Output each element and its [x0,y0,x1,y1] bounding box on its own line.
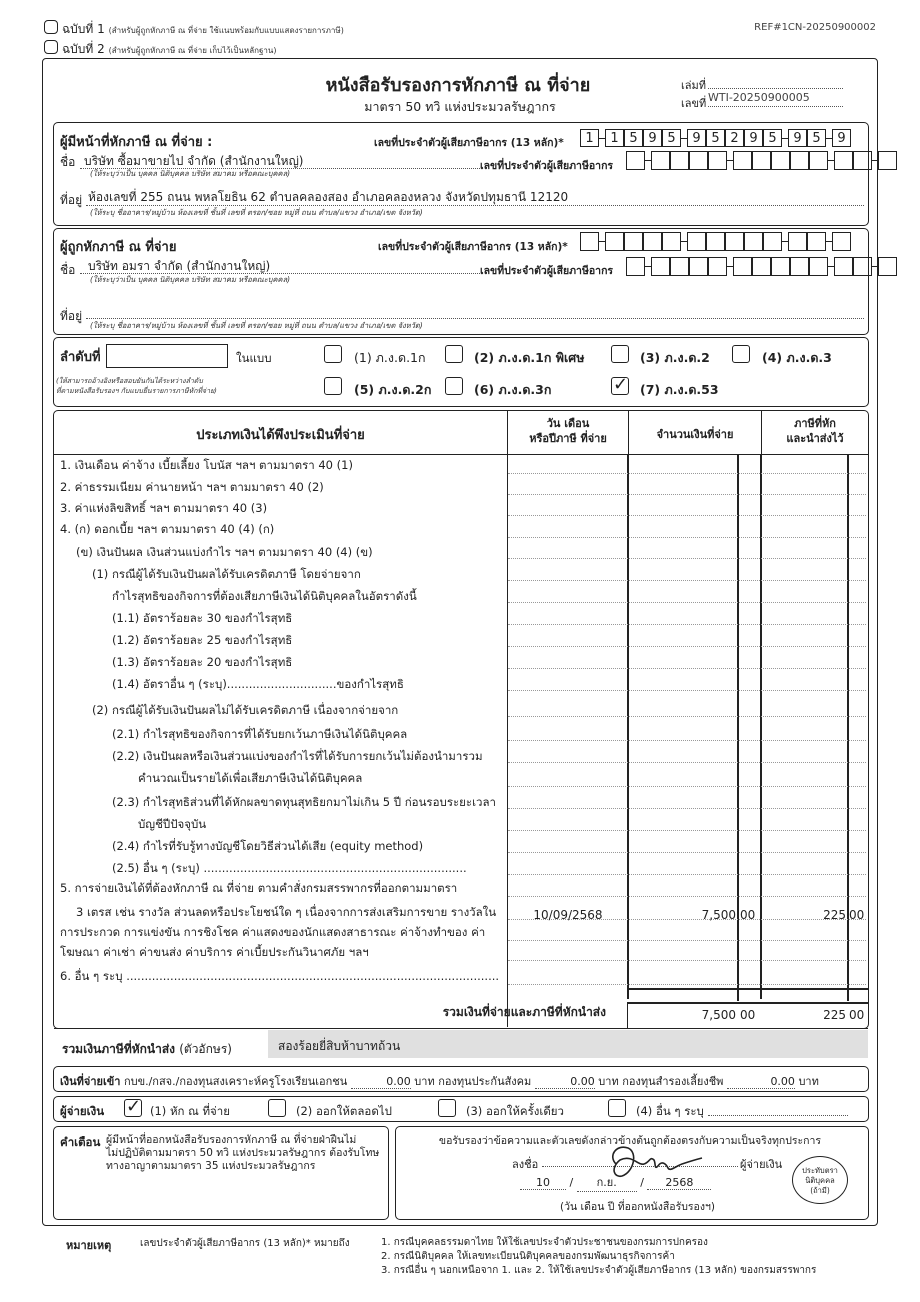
row5-tax-decimal[interactable]: 00 [849,908,865,922]
income-row-label: (2.1) กำไรสุทธิของกิจการที่ได้รับยกเว้นภาษีเงินได้นิติบุคคล [112,727,408,741]
payer-type-once-label: (3) ออกให้ครั้งเดียว [466,1104,564,1118]
total-box-left [627,1002,628,1029]
payer-address-line [86,205,864,206]
payee-taxid-digit[interactable] [580,232,599,251]
order-label: ลำดับที่ [60,350,101,365]
funds-gpf-baht: บาท [414,1075,435,1088]
payer-address[interactable]: ห้องเลขที่ 255 ถนน พหลโยธิน 62 ตำบลคลองสอง อำเภอคลองหลวง จังหวัดปทุมธานี 12120 [88,190,569,204]
payer-taxid-boxes[interactable] [580,129,851,147]
header-date-2: หรือปีภาษี ที่จ่าย [529,432,607,445]
total-amount-decimal[interactable]: 00 [740,1008,756,1022]
payee-name-label: ชื่อ [60,263,76,277]
payee-taxid2-digit[interactable] [689,257,708,276]
payer-taxid-label: เลขที่ประจำตัวผู้เสียภาษีอากร (13 หลัก)* [374,137,564,149]
income-row-label: 5. การจ่ายเงินได้ที่ต้องหักภาษี ณ ที่จ่าย ตามคำสั่งกรมสรรพากรที่ออกตามมาตรา [60,881,458,895]
row-dotted-line [508,716,866,717]
row-dotted-line [508,668,866,669]
form-subtitle: มาตรา 50 ทวิ แห่งประมวลรัษฎากร [364,99,556,114]
form-pnd3k-checkbox[interactable] [445,377,463,395]
warning-text: ผู้มีหน้าที่ออกหนังสือรับรองการหักภาษี ณ ที่จ่ายฝ่าฝืนไม่ ไม่ปฏิบัติตามมาตรา 50 ทวิ แห่งประมวลรัษฎากร ต้องรับโทษ ทางอาญาตามมาตรา 35 แห่งประมวลรัษฎากร [106,1134,380,1172]
income-row-label: (2.3) กำไรสุทธิส่วนที่ได้หักผลขาดทุนสุทธิยกมาไม่เกิน 5 ปี ก่อนรอบระยะเวลา [112,795,496,809]
payer-taxid-digit[interactable]: 1 [580,129,599,147]
payer-type-once-checkbox[interactable] [438,1099,456,1117]
payer-type-other-field[interactable] [708,1115,848,1116]
words-value[interactable]: สองร้อยยี่สิบห้าบาทถ้วน [278,1039,401,1053]
payer-address-hint: (ให้ระบุ ชื่ออาคาร/หมู่บ้าน ห้องเลขที่ ชั้นที่ เลขที่ ตรอก/ซอย หมู่ที่ ถนน ตำบล/แขวง อำเภอ/เขต จังหวัด) [90,208,423,217]
number-value[interactable]: WTI-20250900005 [708,91,810,104]
form-pnd2k-label: (5) ภ.ง.ด.2ก [354,382,432,397]
row-dotted-line [508,558,866,559]
payee-taxid2-digit[interactable] [626,257,645,276]
funds-pvd-label: กองทุนสำรองเลี้ยงชีพ [622,1075,724,1088]
form-pnd53-checkbox[interactable] [611,377,629,395]
income-row-label: 1. เงินเดือน ค่าจ้าง เบี้ยเลี้ยง โบนัส ฯลฯ ตามมาตรา 40 (1) [60,458,353,472]
payer-taxid-digit[interactable]: 9 [687,129,706,147]
issue-day[interactable]: 10 [520,1176,566,1190]
income-row-label: โฆษณา ค่าเช่า ค่าขนส่ง ค่าบริการ ค่าเบี้ยประกันวินาศภัย ฯลฯ [60,945,369,959]
income-row-label: (1.2) อัตราร้อยละ 25 ของกำไรสุทธิ [112,633,293,647]
income-row-label: 3 เตรส เช่น รางวัล ส่วนลดหรือประโยชน์ใด ๆ เนื่องจากการส่งเสริมการขาย รางวัลใน [76,905,497,919]
payer-taxid2-digit[interactable] [853,151,872,170]
number-label: เลขที่ [681,97,707,110]
payer-taxid-digit[interactable]: 9 [744,129,763,147]
copy1-label: ฉบับที่ 1 (สำหรับผู้ถูกหักภาษี ณ ที่จ่าย ใช้แนบพร้อมกับแบบแสดงรายการภาษี) [62,22,344,36]
warning-label: คำเตือน [60,1135,101,1149]
funds-gpf-value[interactable]: 0.00 [351,1075,411,1089]
row5-amount[interactable]: 7,500 [701,908,736,922]
row-dotted-line [508,852,866,853]
payer-taxid2-digit[interactable] [670,151,689,170]
income-row-label: บัญชีปีปัจจุบัน [138,817,207,831]
header-date-1: วัน เดือน [546,417,590,430]
form-pnd3k-label: (6) ภ.ง.ด.3ก [474,382,552,397]
number-line [708,106,843,107]
row-dotted-line [508,537,866,538]
payee-name[interactable]: บริษัท อมรา จำกัด (สำนักงานใหญ่) [88,259,271,273]
payee-taxid2-boxes[interactable] [626,257,897,276]
payer-taxid2-digit[interactable] [809,151,828,170]
income-row-label: (1.4) อัตราอื่น ๆ (ระบุ)..............................ของกำไรสุทธิ [112,677,404,691]
row-dotted-line [508,473,866,474]
payee-taxid-digit[interactable] [788,232,807,251]
row-dotted-line [508,808,866,809]
funds-sso-label: กองทุนประกันสังคม [438,1075,532,1088]
row-dotted-line [508,624,866,625]
form-pnd1k-special-checkbox[interactable] [445,345,463,363]
payer-address-label: ที่อยู่ [60,193,83,207]
income-row-label: (2.4) กำไรที่รับรู้ทางบัญชีโดยวิธีส่วนได้เสีย (equity method) [112,839,424,853]
col-divider-date [507,411,508,1027]
payer-name[interactable]: บริษัท ซื้อมาขายไป จำกัด (สำนักงานใหญ่) [84,154,304,168]
row5-date[interactable]: 10/09/2568 [533,908,603,922]
row-dotted-line [508,494,866,495]
payee-taxid-digit[interactable] [605,232,624,251]
payer-taxid-digit[interactable]: 5 [807,129,826,147]
payee-taxid-digit[interactable] [706,232,725,251]
row5-tax[interactable]: 225 [823,908,846,922]
total-tax[interactable]: 225 [823,1008,846,1022]
book-label: เล่มที่ [681,79,707,92]
funds-pvd-value[interactable]: 0.00 [727,1075,795,1089]
form-pnd1k-label: (1) ภ.ง.ด.1ก [354,350,426,365]
payer-type-label: ผู้จ่ายเงิน [60,1104,105,1118]
notes-lead: เลขประจำตัวผู้เสียภาษีอากร (13 หลัก)* หมายถึง [140,1238,350,1249]
payer-type-other-label: (4) อื่น ๆ ระบุ [636,1104,704,1118]
payee-heading: ผู้ถูกหักภาษี ณ ที่จ่าย [60,240,177,255]
income-row-label: (2.2) เงินปันผลหรือเงินส่วนแบ่งของกำไรที่ได้รับการยกเว้นไม่ต้องนำมารวม [112,749,483,763]
certify-text: ขอรับรองว่าข้อความและตัวเลขดังกล่าวข้างต้นถูกต้องตรงกับความเป็นจริงทุกประการ [438,1135,822,1147]
total-label: รวมเงินที่จ่ายและภาษีที่หักนำส่ง [442,1005,606,1019]
row-dotted-line [508,762,866,763]
payer-name-hint: (ให้ระบุว่าเป็น บุคคล นิติบุคคล บริษัท สมาคม หรือคณะบุคคล) [90,169,291,178]
income-row-label: กำไรสุทธิของกิจการที่ต้องเสียภาษีเงินได้นิติบุคคลในอัตราดังนี้ [112,589,417,603]
funds-label: เงินที่จ่ายเข้า [60,1075,121,1088]
payee-taxid2-digit[interactable] [790,257,809,276]
income-row-label: (1.1) อัตราร้อยละ 30 ของกำไรสุทธิ [112,611,293,625]
form-pnd2-label: (3) ภ.ง.ด.2 [640,350,710,365]
payer-taxid-digit[interactable]: 2 [725,129,744,147]
payer-type-other-checkbox[interactable] [608,1099,626,1117]
form-pnd2k-checkbox[interactable] [324,377,342,395]
total-tax-decimal[interactable]: 00 [849,1008,865,1022]
payer-taxid2-digit[interactable] [708,151,727,170]
row-dotted-line [508,940,866,941]
income-row-label: (1) กรณีผู้ได้รับเงินปันผลได้รับเครดิตภาษี โดยจ่ายจาก [92,567,361,581]
payer-type-always-label: (2) ออกให้ตลอดไป [296,1104,392,1118]
payee-taxid2-digit[interactable] [834,257,853,276]
payer-taxid2-label: เลขที่ประจำตัวผู้เสียภาษีอากร [480,160,614,172]
header-amount: จำนวนเงินที่จ่าย [656,428,734,441]
row-dotted-line [508,874,866,875]
form-pnd3-checkbox[interactable] [732,345,750,363]
payer-taxid2-digit[interactable] [689,151,708,170]
header-income-type: ประเภทเงินได้พึงประเมินที่จ่าย [196,428,365,443]
table-header-divider [54,454,868,455]
payee-taxid-label: เลขที่ประจำตัวผู้เสียภาษีอากร (13 หลัก)* [378,241,568,253]
company-stamp-area: ประทับตรา นิติบุคคล (ถ้ามี) [792,1156,848,1204]
row-dotted-line [508,960,866,961]
header-tax-1: ภาษีที่หัก [794,417,836,430]
payee-taxid-digit[interactable] [624,232,643,251]
order-hint-2: ที่ตามหนังสือรับรองฯ กับแบบยื่นรายการภาษีหักที่จ่าย) [56,387,217,395]
form-pnd1k-special-label: (2) ภ.ง.ด.1ก พิเศษ [474,350,585,365]
payer-sign-label: ผู้จ่ายเงิน [740,1158,783,1171]
total-box-top [627,1002,868,1004]
order-hint-1: (ให้สามารถอ้างอิงหรือสอบยันกันได้ระหว่างลำดับ [56,377,203,385]
funds-sso-baht: บาท [598,1075,619,1088]
funds-gpf-label: กบข./กสจ./กองทุนสงเคราะห์ครูโรงเรียนเอกชน [123,1075,348,1088]
payer-taxid2-digit[interactable] [834,151,853,170]
words-label: รวมเงินภาษีที่หักนำส่ง (ตัวอักษร) [62,1042,232,1056]
payer-type-withhold-checkbox[interactable] [124,1099,142,1117]
payee-taxid2-digit[interactable] [670,257,689,276]
payee-taxid2-digit[interactable] [878,257,897,276]
payee-taxid-digit[interactable] [662,232,681,251]
copy1-checkbox[interactable] [44,20,58,34]
sign-label: ลงชื่อ [512,1158,539,1171]
issue-month[interactable]: ก.ย. [577,1173,637,1192]
payer-heading: ผู้มีหน้าที่หักภาษี ณ ที่จ่าย : [60,135,213,150]
income-row-label: (ข) เงินปันผล เงินส่วนแบ่งกำไร ฯลฯ ตามมาตรา 40 (4) (ข) [76,545,373,559]
payer-taxid-digit[interactable]: 9 [832,129,851,147]
row-dotted-line [508,740,866,741]
payee-taxid-digit[interactable] [744,232,763,251]
notes-list: 1. กรณีบุคคลธรรมดาไทย ให้ใช้เลขประจำตัวประชาชนของกรมการปกครอง 2. กรณีนิติบุคคล ให้เลขทะเบียนนิติบุคคลของกรมพัฒนาธุรกิจการค้า 3. กรณีอื่น ๆ นอกเหนือจาก 1. และ 2. ให้ใช้เลขประจำตัวผู้เสียภาษีอากร (13 หลัก) ของกรมสรรพากร [381,1237,817,1276]
income-row-label: การประกวด การแข่งขัน การชิงโชค ค่าแสดงของนักแสดงสาธารณะ ค่าจ้างทำของ ค่า [60,925,486,939]
issue-date[interactable]: 10 / ก.ย. / 2568 [520,1173,711,1192]
form-pnd2-checkbox[interactable] [611,345,629,363]
payee-taxid2-digit[interactable] [853,257,872,276]
payer-taxid2-digit[interactable] [790,151,809,170]
income-row-label: 4. (ก) ดอกเบี้ย ฯลฯ ตามมาตรา 40 (4) (ก) [60,522,275,536]
in-form-label: ในแบบ [236,351,272,365]
payer-taxid2-digit[interactable] [733,151,752,170]
payee-taxid2-digit[interactable] [651,257,670,276]
payer-taxid2-digit[interactable] [878,151,897,170]
income-row-label: 2. ค่าธรรมเนียม ค่านายหน้า ฯลฯ ตามมาตรา 40 (2) [60,480,324,494]
payee-taxid2-label: เลขที่ประจำตัวผู้เสียภาษีอากร [480,265,614,277]
copy2-checkbox[interactable] [44,40,58,54]
issue-year[interactable]: 2568 [647,1176,711,1190]
funds-row [60,1072,819,1090]
payer-taxid2-digit[interactable] [626,151,645,170]
notes-label: หมายเหตุ [66,1239,112,1252]
payer-taxid-digit[interactable]: 5 [763,129,782,147]
row-dotted-line [508,896,866,897]
payee-taxid-digit[interactable] [832,232,851,251]
form-pnd1k-checkbox[interactable] [324,345,342,363]
income-row-label: (1.3) อัตราร้อยละ 20 ของกำไรสุทธิ [112,655,293,669]
payee-taxid2-digit[interactable] [771,257,790,276]
payee-address-hint: (ให้ระบุ ชื่ออาคาร/หมู่บ้าน ห้องเลขที่ ชั้นที่ เลขที่ ตรอก/ซอย หมู่ที่ ถนน ตำบล/แขวง อำเภอ/เขต จังหวัด) [90,321,423,330]
payee-taxid2-digit[interactable] [733,257,752,276]
payee-taxid-digit[interactable] [687,232,706,251]
payer-taxid2-digit[interactable] [771,151,790,170]
row-dotted-line [508,830,866,831]
header-tax-2: และนำส่งไว้ [786,432,844,445]
income-row-label: คำนวณเป็นรายได้เพื่อเสียภาษีเงินได้นิติบุคคล [138,771,363,785]
payer-taxid-digit[interactable]: 1 [605,129,624,147]
payer-type-always-checkbox[interactable] [268,1099,286,1117]
income-row-label: 6. อื่น ๆ ระบุ ...................................................................................................... [60,969,500,983]
payer-taxid-digit[interactable]: 9 [643,129,662,147]
payer-taxid2-digit[interactable] [752,151,771,170]
reference-number: REF#1CN-20250900002 [754,22,876,33]
income-row-label: (2) กรณีผู้ได้รับเงินปันผลไม่ได้รับเครดิตภาษี เนื่องจากจ่ายจาก [92,703,399,717]
payee-taxid-boxes[interactable] [580,232,851,251]
payer-taxid-digit[interactable]: 9 [788,129,807,147]
funds-sso-value[interactable]: 0.00 [535,1075,595,1089]
payer-taxid-digit[interactable]: 5 [706,129,725,147]
payer-taxid2-boxes[interactable] [626,151,897,170]
payer-taxid2-digit[interactable] [651,151,670,170]
payee-taxid-digit[interactable] [643,232,662,251]
total-top-line [627,988,868,990]
row-dotted-line [508,580,866,581]
payee-taxid-digit[interactable] [725,232,744,251]
payee-taxid-digit[interactable] [807,232,826,251]
order-input[interactable] [106,344,228,368]
payee-taxid2-digit[interactable] [708,257,727,276]
date-caption: (วัน เดือน ปี ที่ออกหนังสือรับรองฯ) [560,1201,715,1213]
row-dotted-line [508,984,866,985]
payer-taxid-digit[interactable]: 5 [624,129,643,147]
payee-name-hint: (ให้ระบุว่าเป็น บุคคล นิติบุคคล บริษัท สมาคม หรือคณะบุคคล) [90,275,291,284]
book-field[interactable] [708,88,843,89]
row-dotted-line [508,515,866,516]
funds-pvd-baht: บาท [798,1075,819,1088]
form-title: หนังสือรับรองการหักภาษี ณ ที่จ่าย [325,75,591,96]
row-dotted-line [508,646,866,647]
words-divider [54,1028,868,1029]
payer-name-label: ชื่อ [60,155,76,169]
payee-address-label: ที่อยู่ [60,309,83,323]
copy2-label: ฉบับที่ 2 (สำหรับผู้ถูกหักภาษี ณ ที่จ่าย เก็บไว้เป็นหลักฐาน) [62,42,277,56]
payee-taxid2-digit[interactable] [752,257,771,276]
payer-taxid-digit[interactable]: 5 [662,129,681,147]
total-amount[interactable]: 7,500 [701,1008,736,1022]
payee-taxid2-digit[interactable] [809,257,828,276]
row-dotted-line [508,786,866,787]
row-dotted-line [508,602,866,603]
row-dotted-line [508,690,866,691]
payee-taxid-digit[interactable] [763,232,782,251]
row5-amount-decimal[interactable]: 00 [740,908,756,922]
payee-address-field[interactable] [86,318,864,319]
payer-type-withhold-label: (1) หัก ณ ที่จ่าย [150,1104,230,1118]
income-row-label: (2.5) อื่น ๆ (ระบุ) ........................................................................ [112,861,467,875]
income-row-label: 3. ค่าแห่งลิขสิทธิ์ ฯลฯ ตามมาตรา 40 (3) [60,501,268,515]
form-pnd3-label: (4) ภ.ง.ด.3 [762,350,832,365]
form-pnd53-label: (7) ภ.ง.ด.53 [640,382,719,397]
